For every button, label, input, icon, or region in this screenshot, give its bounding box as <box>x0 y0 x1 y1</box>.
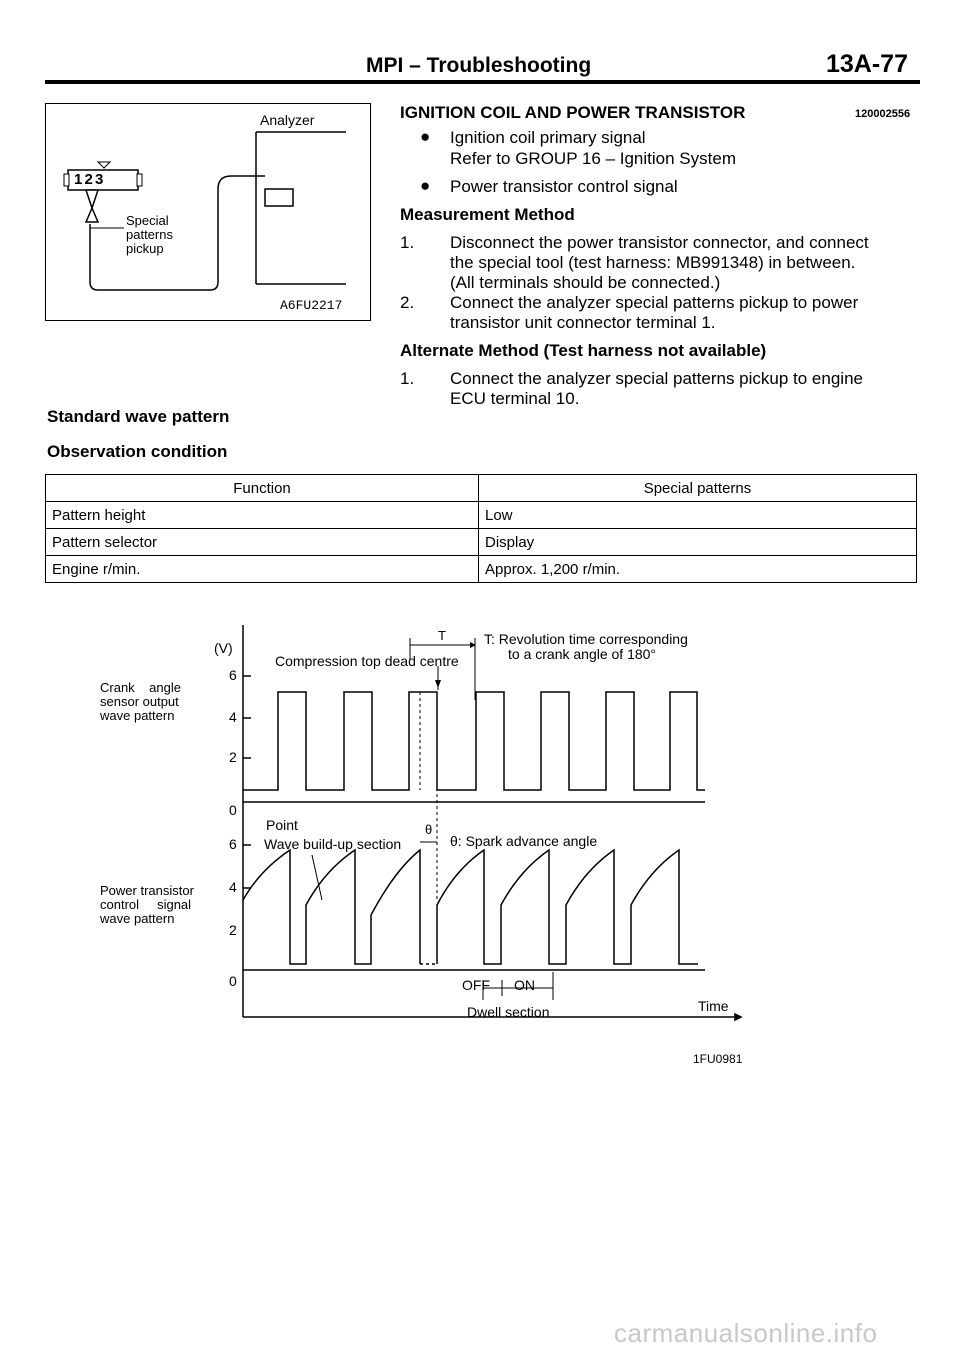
power-tick-2: 2 <box>229 922 237 938</box>
crank-tick-4: 4 <box>229 709 237 725</box>
table-cell: Low <box>479 502 917 529</box>
wave-buildup-label: Wave build-up section <box>264 836 402 852</box>
power-label-line1: Power transistor <box>100 883 194 898</box>
pickup-label-line3: pickup <box>126 241 164 256</box>
voltage-unit-label: (V) <box>214 640 233 656</box>
on-label: ON <box>514 977 535 993</box>
theta-symbol: θ <box>425 822 433 837</box>
alternate-step-1-line2: ECU terminal 10. <box>450 389 580 408</box>
point-label: Point <box>266 817 298 833</box>
standard-wave-heading: Standard wave pattern <box>47 407 230 426</box>
connector-pins: 1 2 3 <box>74 171 103 188</box>
crank-label-line2: sensor output <box>100 694 179 709</box>
pickup-label-line2: patterns <box>126 227 173 242</box>
dwell-label: Dwell section <box>467 1004 550 1020</box>
bullet-1: ● <box>420 127 431 146</box>
table-cell: Pattern selector <box>46 529 479 556</box>
t-note-line1: T: Revolution time corresponding <box>484 631 688 647</box>
time-label: Time <box>698 998 729 1014</box>
table-header-function: Function <box>46 475 479 502</box>
bullet-1-line2: Refer to GROUP 16 – Ignition System <box>450 149 736 168</box>
crank-tick-0: 0 <box>229 802 237 818</box>
watermark: carmanualsonline.info <box>614 1318 878 1348</box>
crank-tick-2: 2 <box>229 749 237 765</box>
t-symbol: T <box>438 628 446 643</box>
power-tick-6: 6 <box>229 836 237 852</box>
table-cell: Approx. 1,200 r/min. <box>479 556 917 583</box>
waveform-figure-code: 1FU0981 <box>693 1052 743 1066</box>
measurement-step-1-line3: (All terminals should be connected.) <box>450 273 721 292</box>
table-header-special: Special patterns <box>479 475 917 502</box>
power-label-line3: wave pattern <box>100 911 175 926</box>
crank-label-line1: Crank angle <box>100 680 181 695</box>
bullet-2: ● <box>420 176 431 195</box>
bullet-1-line1: Ignition coil primary signal <box>450 128 646 147</box>
analyzer-label: Analyzer <box>260 112 315 128</box>
bullet-2-line1: Power transistor control signal <box>450 177 678 196</box>
t-note-line2: to a crank angle of 180° <box>508 646 657 662</box>
measurement-step-2-num: 2. <box>400 293 415 312</box>
crank-tick-6: 6 <box>229 667 237 683</box>
measurement-step-2-line1: Connect the analyzer special patterns pickup to power <box>450 293 859 312</box>
power-tick-0: 0 <box>229 973 237 989</box>
measurement-step-1-num: 1. <box>400 233 415 252</box>
observation-heading: Observation condition <box>47 442 228 461</box>
page-header-title: MPI – Troubleshooting <box>366 54 592 77</box>
measurement-heading: Measurement Method <box>400 205 575 224</box>
off-label: OFF <box>462 977 490 993</box>
crank-label-line3: wave pattern <box>100 708 175 723</box>
table-cell: Display <box>479 529 917 556</box>
alternate-heading: Alternate Method (Test harness not available) <box>400 341 767 360</box>
measurement-step-2-line2: transistor unit connector terminal 1. <box>450 313 716 332</box>
alternate-step-1-num: 1. <box>400 369 415 388</box>
page-number: 13A-77 <box>826 50 908 78</box>
theta-note: θ: Spark advance angle <box>450 833 598 849</box>
section-title: IGNITION COIL AND POWER TRANSISTOR <box>400 103 746 122</box>
measurement-step-1-line2: the special tool (test harness: MB991348) in between. <box>450 253 856 272</box>
pickup-label-line1: Special <box>126 213 169 228</box>
compression-label: Compression top dead centre <box>275 653 459 669</box>
alternate-step-1-line1: Connect the analyzer special patterns pickup to engine <box>450 369 863 388</box>
section-code: 120002556 <box>855 108 911 120</box>
table-cell: Engine r/min. <box>46 556 479 583</box>
measurement-step-1-line1: Disconnect the power transistor connector, and connect <box>450 233 869 252</box>
power-label-line2: control signal <box>100 897 192 912</box>
table-cell: Pattern height <box>46 502 479 529</box>
power-tick-4: 4 <box>229 879 237 895</box>
diagram-figure-code: A6FU2217 <box>280 298 343 313</box>
